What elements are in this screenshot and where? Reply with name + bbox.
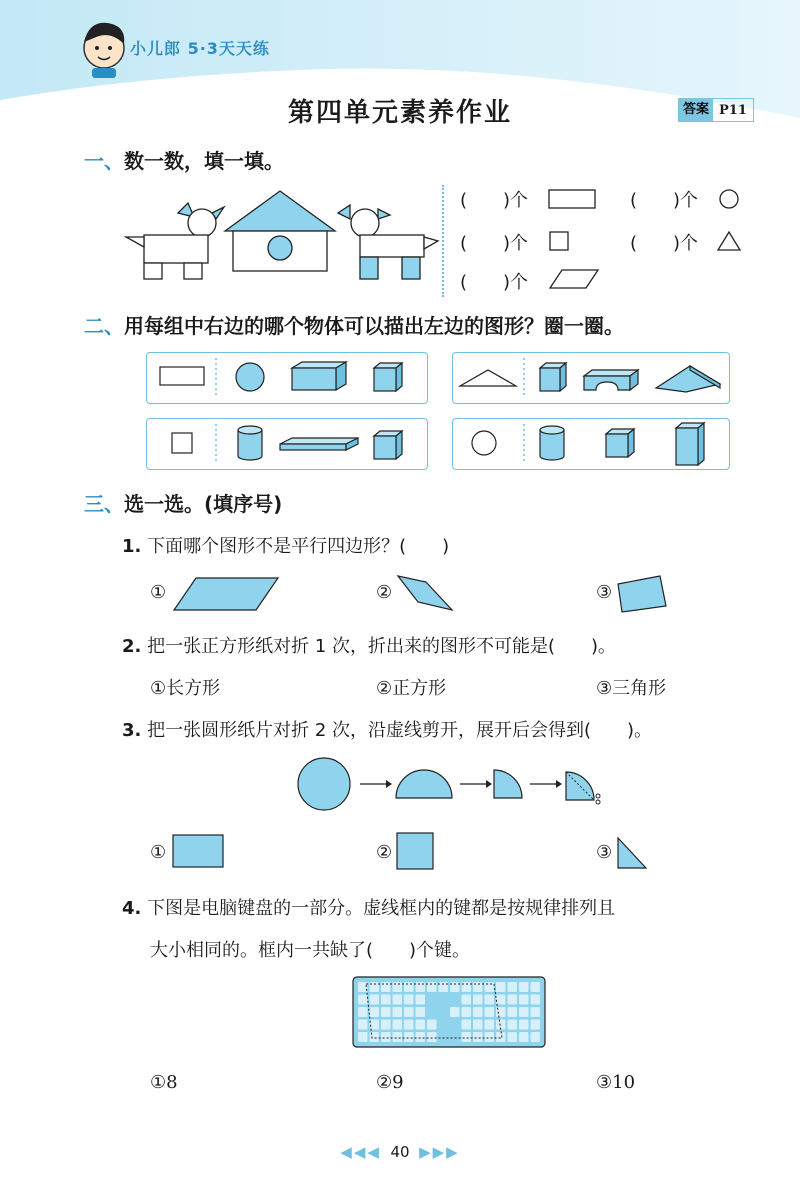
keyboard-key — [381, 1020, 391, 1030]
page-title: 第四单元素养作业 — [287, 98, 512, 128]
question-1: 1. 下面哪个图形不是平行四边形？( ) — [122, 536, 450, 557]
circle-shape-icon — [718, 188, 740, 210]
keyboard-key — [370, 1007, 380, 1017]
question-4-line-1: 4. 下图是电脑键盘的一部分。虚线框内的键都是按规律排列且 — [122, 898, 616, 919]
keyboard-key — [393, 982, 403, 992]
section-2-title: 二、用每组中右边的哪个物体可以描出左边的图形？圈一圈。 — [84, 314, 624, 338]
answer-label: 答案 — [679, 99, 713, 121]
q1-option-2-label[interactable]: ② — [376, 582, 393, 603]
keyboard-key — [393, 995, 403, 1005]
q1-option-3-label[interactable]: ③ — [596, 582, 613, 603]
keyboard-key — [485, 982, 495, 992]
section-1-divider — [442, 185, 444, 297]
keyboard-key — [496, 1032, 506, 1042]
blank-circle[interactable]: ( )个 — [630, 190, 699, 211]
blank-rectangle[interactable]: ( )个 — [460, 190, 529, 211]
keyboard-key — [450, 1007, 460, 1017]
shape-figure — [120, 185, 450, 285]
keyboard-key — [508, 1032, 518, 1042]
page-number: ◀◀◀ 40 ▶▶▶ — [340, 1143, 460, 1161]
keyboard-key — [508, 1020, 518, 1030]
parallelogram-shape-icon — [548, 268, 602, 290]
animal-left-figure — [126, 203, 224, 279]
keyboard-key — [370, 1020, 380, 1030]
keyboard-key — [519, 1020, 529, 1030]
keyboard-key — [531, 1020, 541, 1030]
answer-page: P11 — [719, 102, 747, 118]
keyboard-key — [508, 995, 518, 1005]
answer-badge[interactable] — [678, 98, 754, 122]
rectangle-shape-icon — [548, 188, 598, 210]
q1-option-1-label[interactable]: ① — [150, 582, 167, 603]
keyboard-key — [358, 995, 368, 1005]
keyboard-key — [404, 982, 414, 992]
q4-option-1[interactable]: ①8 — [150, 1072, 178, 1093]
fold-cut-sequence — [296, 756, 606, 814]
keyboard-key — [485, 1020, 495, 1030]
keyboard-key — [485, 1032, 495, 1042]
keyboard-key — [531, 1032, 541, 1042]
trace-group-2-shapes — [452, 352, 728, 402]
keyboard-key — [358, 1032, 368, 1042]
q4-option-2[interactable]: ②9 — [376, 1072, 404, 1093]
keyboard-key — [519, 1032, 529, 1042]
q3-option-1-label[interactable]: ① — [150, 842, 167, 863]
house-figure — [225, 191, 335, 271]
q3-option-2-label[interactable]: ② — [376, 842, 393, 863]
question-4-line-2: 大小相同的。框内一共缺了( )个键。 — [150, 940, 471, 961]
trace-group-4-shapes — [452, 418, 728, 468]
q1-option-3-trapezoid[interactable] — [616, 574, 668, 616]
q3-option-3-label[interactable]: ③ — [596, 842, 613, 863]
keyboard-key — [427, 1020, 437, 1030]
keyboard-key — [381, 995, 391, 1005]
keyboard-key — [358, 1020, 368, 1030]
q3-option-1-rectangle[interactable] — [172, 834, 226, 870]
trace-group-3-shapes — [146, 418, 426, 468]
keyboard-key — [416, 1032, 426, 1042]
trace-group-1-shapes — [146, 352, 426, 402]
keyboard-key — [485, 995, 495, 1005]
keyboard-key — [496, 982, 506, 992]
triangle-shape-icon — [716, 230, 742, 252]
keyboard-key — [508, 1007, 518, 1017]
keyboard-key — [370, 1032, 380, 1042]
q2-option-1[interactable]: ①长方形 — [150, 678, 221, 699]
keyboard-key — [473, 1032, 483, 1042]
keyboard-key — [462, 1032, 472, 1042]
q3-option-2-square[interactable] — [396, 832, 436, 872]
keyboard-key — [404, 995, 414, 1005]
keyboard-key — [531, 982, 541, 992]
keyboard-key — [381, 1032, 391, 1042]
keyboard-key — [473, 1020, 483, 1030]
keyboard-key — [416, 1007, 426, 1017]
keyboard-key — [508, 982, 518, 992]
keyboard-key — [393, 1007, 403, 1017]
q3-option-3-triangle[interactable] — [616, 836, 650, 870]
keyboard-key — [462, 1020, 472, 1030]
keyboard-key — [404, 1032, 414, 1042]
keyboard-key — [496, 995, 506, 1005]
blank-parallelogram[interactable]: ( )个 — [460, 272, 529, 293]
keyboard-key — [531, 995, 541, 1005]
keyboard-key — [404, 1020, 414, 1030]
blank-square[interactable]: ( )个 — [460, 233, 529, 254]
brand-logo: 小儿郎 5·3天天练 — [130, 39, 270, 58]
keyboard-key — [416, 1020, 426, 1030]
keyboard-key — [370, 995, 380, 1005]
keyboard-key — [519, 1007, 529, 1017]
q4-option-3[interactable]: ③10 — [596, 1072, 636, 1093]
keyboard-key — [427, 1032, 437, 1042]
keyboard-figure — [352, 976, 548, 1050]
section-1-title: 一、数一数，填一填。 — [84, 149, 284, 173]
keyboard-key — [462, 995, 472, 1005]
keyboard-key — [358, 1007, 368, 1017]
keyboard-key — [416, 995, 426, 1005]
q1-option-1-parallelogram[interactable] — [172, 576, 282, 612]
square-shape-icon — [548, 230, 570, 252]
keyboard-key — [393, 1020, 403, 1030]
section-3-title: 三、选一选。(填序号) — [84, 492, 283, 516]
animal-right-figure — [338, 205, 438, 279]
keyboard-key — [473, 1007, 483, 1017]
question-2: 2. 把一张正方形纸对折 1 次，折出来的图形不可能是( )。 — [122, 636, 617, 657]
keyboard-key — [519, 995, 529, 1005]
blank-triangle[interactable]: ( )个 — [630, 233, 699, 254]
q2-option-2[interactable]: ②正方形 — [376, 678, 447, 699]
keyboard-key — [519, 982, 529, 992]
keyboard-key — [404, 1007, 414, 1017]
question-3: 3. 把一张圆形纸片对折 2 次，沿虚线剪开，展开后会得到( )。 — [122, 720, 653, 741]
keyboard-key — [381, 1007, 391, 1017]
keyboard-key — [485, 1007, 495, 1017]
q2-option-3[interactable]: ③三角形 — [596, 678, 667, 699]
keyboard-key — [462, 1007, 472, 1017]
keyboard-key — [393, 1032, 403, 1042]
keyboard-key — [531, 1007, 541, 1017]
keyboard-key — [473, 995, 483, 1005]
q1-option-2-rhombus[interactable] — [396, 574, 456, 614]
